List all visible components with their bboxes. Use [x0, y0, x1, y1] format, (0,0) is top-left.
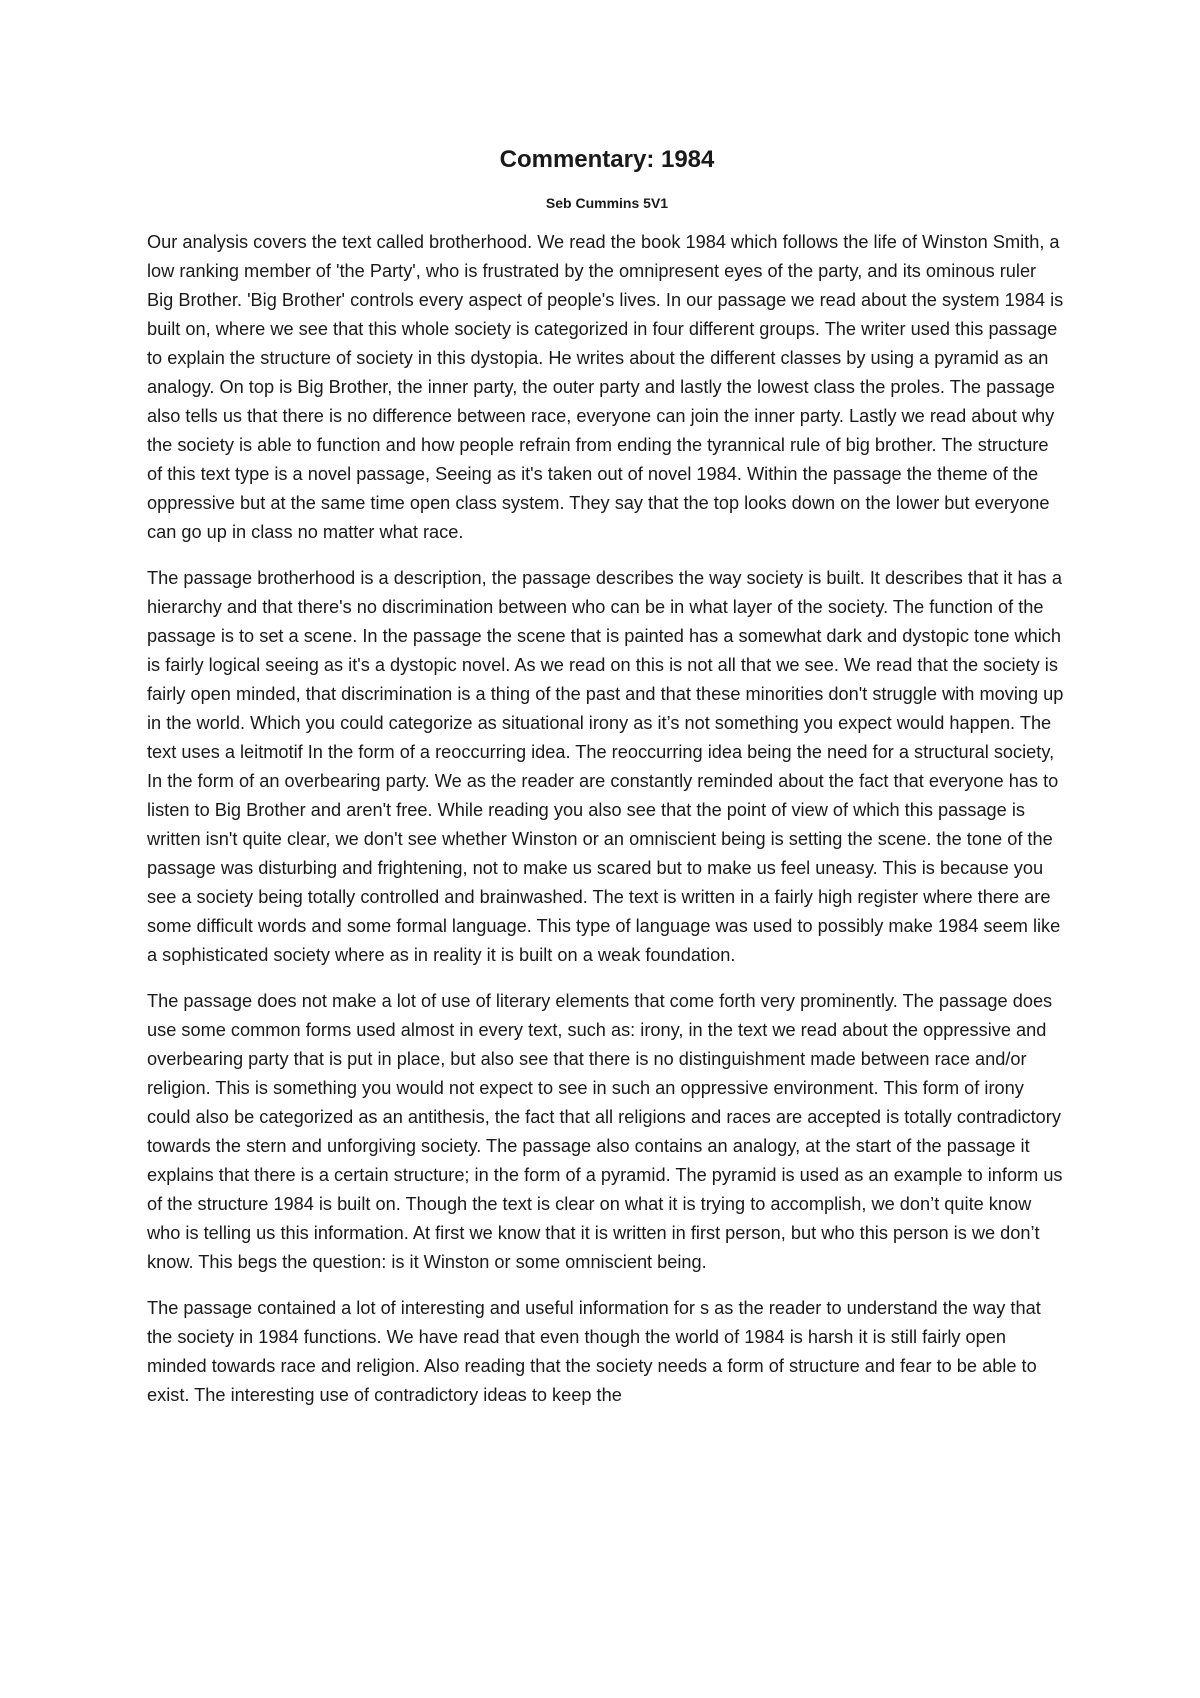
paragraph-2: The passage brotherhood is a description, the passage describes the way society is built. It describes that it has a hierarchy and that there's no discrimination between who can be in what layer of the society. The function of the passage is to set a scene. In the passage the scene that is painted has a somewhat dark and dystopic tone which is fairly logical seeing as it's a dystopic novel. As we read on this is not all that we see. We read that the society is fairly open minded, that discrimination is a thing of the past and that these minorities don't struggle with moving up in the world. Which you could categorize as situational irony as it’s not something you expect would happen. The text uses a leitmotif In the form of a reoccurring idea. The reoccurring idea being the need for a structural society, In the form of an overbearing party. We as the reader are constantly reminded about the fact that everyone has to listen to Big Brother and aren't free. While reading you also see that the point of view of which this passage is written isn't quite clear, we don't see whether Winston or an omniscient being is setting the scene. the tone of the passage was disturbing and frightening, not to make us scared but to make us feel uneasy. This is because you see a society being totally controlled and brainwashed. The text is written in a fairly high register where there are some difficult words and some formal language. This type of language was used to possibly make 1984 seem like a sophisticated society where as in reality it is built on a weak foundation.	[147, 567, 1064, 965]
paragraph-1: Our analysis covers the text called brotherhood. We read the book 1984 which follows the life of Winston Smith, a low ranking member of 'the Party', who is frustrated by the omnipresent eyes of the party, and its ominous ruler Big Brother. 'Big Brother' controls every aspect of people's lives. In our passage we read about the system 1984 is built on, where we see that this whole society is categorized in four different groups. The writer used this passage to explain the structure of society in this dystopia. He writes about the different classes by using a pyramid as an analogy. On top is Big Brother, the inner party, the outer party and lastly the lowest class the proles. The passage also tells us that there is no difference between race, everyone can join the inner party. Lastly we read about why the society is able to function and how people refrain from ending the tyrannical rule of big brother. The structure of this text type is a novel passage, Seeing as it's taken out of novel 1984. Within the passage the theme of the oppressive but at the same time open class system. They say that the top looks down on the lower but everyone can go up in class no matter what race.	[147, 231, 1064, 542]
document-author: Seb Cummins 5V1	[545, 194, 669, 211]
paragraph-4: The passage contained a lot of interesting and useful information for s as the reader to understand the way that the society in 1984 functions. We have read that even though the world of 1984 is harsh it is still fairly open minded towards race and religion. Also reading that the society needs a form of structure and fear to be able to exist. The interesting use of contradictory ideas to keep the	[147, 1297, 1041, 1405]
document-page	[147, 146, 1067, 1427]
document-title: Commentary: 1984	[499, 146, 715, 173]
paragraph-3: The passage does not make a lot of use of literary elements that come forth very prominently. The passage does use some common forms used almost in every text, such as: irony, in the text we read about the oppressive and overbearing party that is put in place, but also see that there is no distinguishment made between race and/or religion. This is something you would not expect to see in such an oppressive environment. This form of irony could also be categorized as an antithesis, the fact that all religions and races are accepted is totally contradictory towards the stern and unforgiving society. The passage also contains an analogy, at the start of the passage it explains that there is a certain structure; in the form of a pyramid. The pyramid is used as an example to inform us of the structure 1984 is built on. Though the text is clear on what it is trying to accomplish, we don’t quite know who is telling us this information. At first we know that it is written in first person, but who this person is we don’t know. This begs the question: is it Winston or some omniscient being.	[147, 990, 1063, 1272]
